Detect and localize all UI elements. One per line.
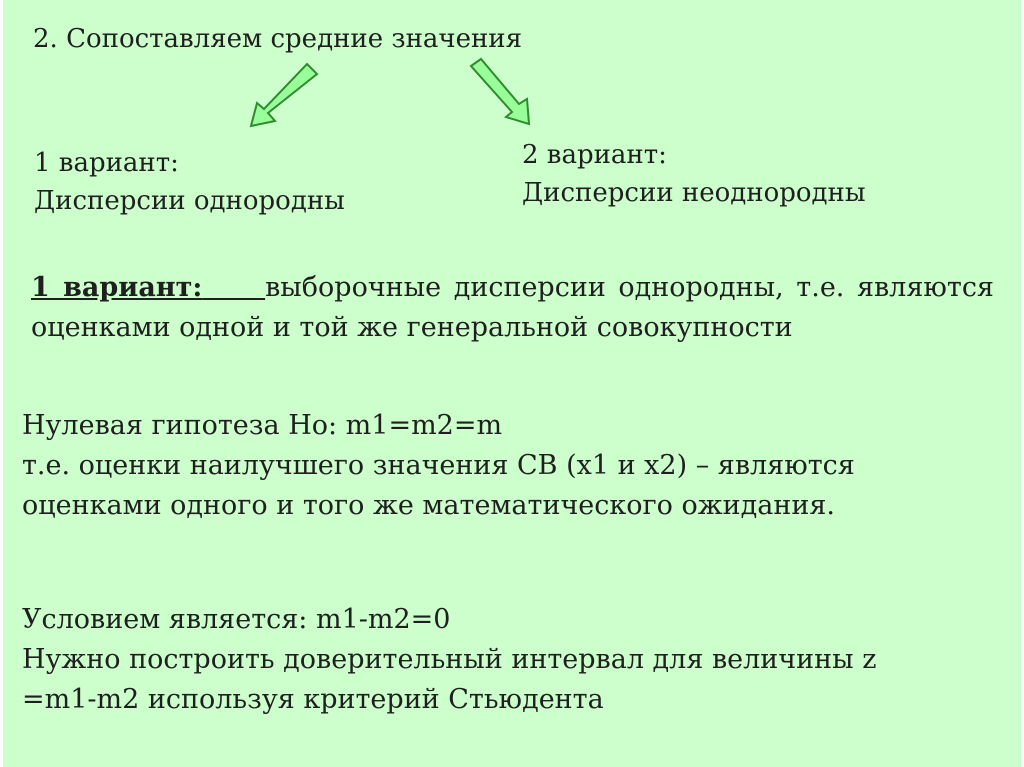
variant1-explanation-text: выборочные дисперсии однородны, т.е. являются оценками одной и той же генеральной совокупности	[31, 272, 994, 343]
variant1-title: 1 вариант:	[34, 148, 179, 178]
variant2-desc: Дисперсии неоднородны	[522, 178, 866, 208]
hypothesis-line-1: Нулевая гипотеза Hо: m1=m2=m	[22, 410, 503, 441]
variant1-explanation	[31, 268, 994, 348]
condition-line-2: Нужно построить доверительный интервал для величины z	[22, 644, 877, 675]
condition-line-3: =m1-m2 используя критерий Стьюдента	[22, 684, 604, 715]
variant2-title: 2 вариант:	[522, 140, 667, 170]
null-hypothesis-block	[22, 406, 855, 526]
right-arrow-icon	[471, 59, 529, 124]
variant1-lead: 1 вариант:	[31, 272, 203, 303]
variant1-desc: Дисперсии однородны	[34, 186, 345, 216]
hypothesis-line-3: оценками одного и того же математического ожидания.	[22, 490, 835, 521]
slide-heading: 2. Сопоставляем средние значения	[33, 24, 523, 54]
condition-line-1: Условием является: m1-m2=0	[22, 604, 451, 635]
condition-block	[22, 600, 876, 720]
hypothesis-line-2: т.е. оценки наилучшего значения СВ (x1 и x2) – являются	[22, 450, 855, 481]
left-arrow-icon	[251, 64, 317, 126]
